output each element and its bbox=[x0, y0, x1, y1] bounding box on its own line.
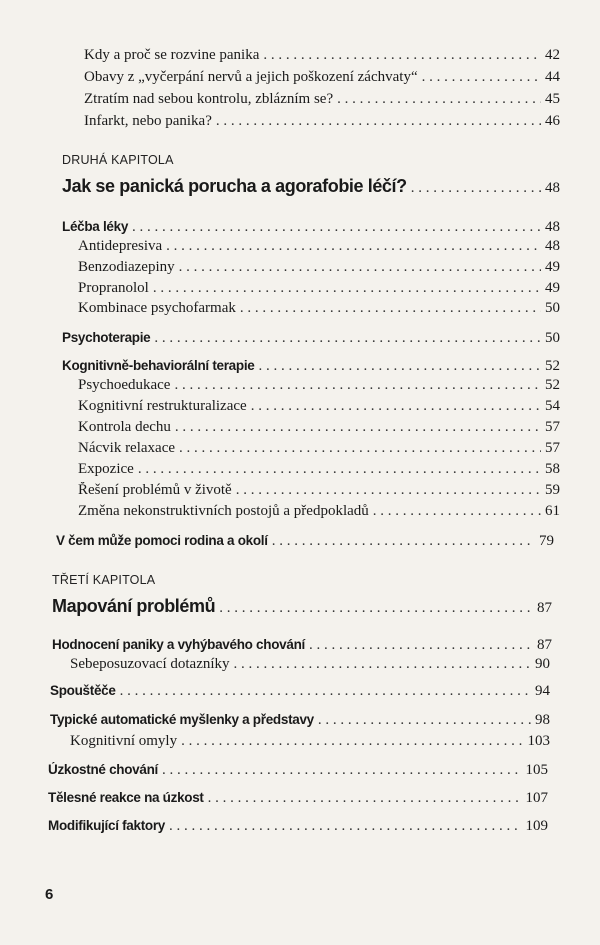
leader-dots bbox=[132, 219, 541, 236]
toc-entry-title: Řešení problémů v životě bbox=[78, 482, 232, 498]
toc-entry-page: 42 bbox=[545, 47, 560, 63]
leader-dots bbox=[153, 280, 541, 297]
leader-dots bbox=[251, 398, 541, 415]
leader-dots bbox=[175, 419, 541, 436]
leader-dots bbox=[263, 47, 541, 64]
toc-entry bbox=[78, 377, 560, 394]
toc-entry-page: 50 bbox=[545, 330, 560, 346]
toc-section-entry bbox=[62, 330, 560, 347]
chapter-title: Mapování problémů bbox=[52, 596, 216, 616]
chapter-title: Jak se panická porucha a agorafobie léčí? bbox=[62, 176, 407, 196]
toc-entry bbox=[78, 398, 560, 415]
toc-section-entry bbox=[56, 533, 554, 550]
toc-entry-page: 57 bbox=[545, 419, 560, 435]
toc-entry-title: Ztratím nad sebou kontrolu, zblázním se? bbox=[84, 91, 334, 107]
toc-entry-page: 105 bbox=[525, 762, 548, 778]
leader-dots bbox=[272, 533, 535, 550]
toc-entry bbox=[78, 419, 560, 436]
toc-section-entry bbox=[62, 358, 560, 375]
leader-dots bbox=[240, 300, 541, 317]
toc-section-entry bbox=[50, 683, 550, 700]
toc-entry-title: Psychoterapie bbox=[62, 330, 151, 345]
toc-entry-page: 45 bbox=[545, 91, 560, 107]
toc-entry-title: Psychoedukace bbox=[78, 377, 171, 393]
toc-entry-title: Hodnocení paniky a vyhýbavého chování bbox=[52, 637, 305, 652]
toc-entry-page: 48 bbox=[545, 238, 560, 254]
toc-entry-title: Nácvik relaxace bbox=[78, 440, 176, 456]
leader-dots bbox=[174, 377, 541, 394]
toc-entry-page: 103 bbox=[527, 733, 550, 749]
leader-dots bbox=[373, 503, 541, 520]
leader-dots bbox=[166, 238, 541, 255]
leader-dots bbox=[179, 440, 541, 457]
leader-dots bbox=[120, 683, 531, 700]
leader-dots bbox=[234, 656, 531, 673]
toc-entry bbox=[78, 238, 560, 255]
toc-section-entry bbox=[48, 818, 548, 835]
toc-entry-title: Úzkostné chování bbox=[48, 762, 158, 777]
toc-entry-title: Kognitivní restrukturalizace bbox=[78, 398, 247, 414]
toc-entry-page: 46 bbox=[545, 113, 560, 129]
toc-entry bbox=[84, 113, 560, 130]
toc-section-entry bbox=[48, 790, 548, 807]
toc-entry-page: 58 bbox=[545, 461, 560, 477]
leader-dots bbox=[219, 600, 533, 617]
toc-entry bbox=[78, 300, 560, 317]
toc-entry-title: Změna nekonstruktivních postojů a předpokladů bbox=[78, 503, 369, 519]
leader-dots bbox=[236, 482, 541, 499]
toc-entry-page: 61 bbox=[545, 503, 560, 519]
toc-entry bbox=[84, 69, 560, 86]
leader-dots bbox=[181, 733, 523, 750]
toc-entry bbox=[84, 47, 560, 64]
toc-entry-title: Expozice bbox=[78, 461, 134, 477]
toc-entry-page: 94 bbox=[535, 683, 550, 699]
toc-entry-title: Kognitivní omyly bbox=[70, 733, 178, 749]
toc-entry bbox=[78, 503, 560, 520]
toc-entry-title: Kombinace psychofarmak bbox=[78, 300, 236, 316]
toc-entry bbox=[78, 482, 560, 499]
leader-dots bbox=[138, 461, 541, 478]
toc-entry-page: 107 bbox=[525, 790, 548, 806]
chapter-label: TŘETÍ KAPITOLA bbox=[52, 573, 156, 587]
toc-entry-title: Spouštěče bbox=[50, 683, 116, 698]
toc-entry-page: 109 bbox=[525, 818, 548, 834]
toc-entry-page: 48 bbox=[545, 180, 560, 196]
toc-entry-title: Benzodiazepiny bbox=[78, 259, 175, 275]
toc-entry-page: 52 bbox=[545, 358, 560, 374]
toc-entry-page: 48 bbox=[545, 219, 560, 235]
toc-entry-title: Propranolol bbox=[78, 280, 149, 296]
toc-entry-page: 90 bbox=[535, 656, 550, 672]
leader-dots bbox=[154, 330, 541, 347]
leader-dots bbox=[318, 712, 531, 729]
toc-entry-page: 87 bbox=[537, 600, 552, 616]
leader-dots bbox=[162, 762, 522, 779]
toc-entry-page: 50 bbox=[545, 300, 560, 316]
toc-entry-title: V čem může pomoci rodina a okolí bbox=[56, 533, 268, 548]
toc-entry bbox=[78, 440, 560, 457]
leader-dots bbox=[422, 69, 541, 86]
toc-entry-page: 98 bbox=[535, 712, 550, 728]
leader-dots bbox=[216, 113, 541, 130]
toc-entry-title: Obavy z „vyčerpání nervů a jejich poškození záchvaty“ bbox=[84, 69, 418, 85]
page-number: 6 bbox=[45, 886, 54, 903]
toc-entry-page: 87 bbox=[537, 637, 552, 653]
toc-entry-page: 57 bbox=[545, 440, 560, 456]
leader-dots bbox=[309, 637, 533, 654]
toc-entry-page: 54 bbox=[545, 398, 560, 414]
toc-entry-title: Kdy a proč se rozvine panika bbox=[84, 47, 260, 63]
toc-entry-page: 49 bbox=[545, 280, 560, 296]
toc-entry-title: Infarkt, nebo panika? bbox=[84, 113, 212, 129]
toc-entry-title: Tělesné reakce na úzkost bbox=[48, 790, 204, 805]
toc-entry-title: Sebeposuzovací dotazníky bbox=[70, 656, 230, 672]
toc-entry bbox=[78, 259, 560, 276]
toc-section-entry bbox=[50, 712, 550, 729]
toc-entry-title: Léčba léky bbox=[62, 219, 129, 234]
toc-entry-page: 49 bbox=[545, 259, 560, 275]
chapter-title-entry bbox=[52, 596, 552, 617]
toc-entry bbox=[70, 656, 550, 673]
leader-dots bbox=[208, 790, 522, 807]
toc-entry bbox=[70, 733, 550, 750]
toc-entry-page: 59 bbox=[545, 482, 560, 498]
chapter-title-entry bbox=[62, 176, 560, 197]
leader-dots bbox=[179, 259, 541, 276]
toc-entry-title: Kontrola dechu bbox=[78, 419, 171, 435]
toc-entry-title: Modifikující faktory bbox=[48, 818, 166, 833]
leader-dots bbox=[259, 358, 542, 375]
toc-section-entry bbox=[52, 637, 552, 654]
toc-entry bbox=[78, 461, 560, 478]
toc-entry-page: 52 bbox=[545, 377, 560, 393]
leader-dots bbox=[169, 818, 521, 835]
toc-entry-title: Antidepresiva bbox=[78, 238, 163, 254]
toc-entry bbox=[78, 280, 560, 297]
toc-entry-page: 79 bbox=[539, 533, 554, 549]
leader-dots bbox=[337, 91, 541, 108]
toc-entry-title: Typické automatické myšlenky a představy bbox=[50, 712, 314, 727]
toc-entry-title: Kognitivně-behaviorální terapie bbox=[62, 358, 255, 373]
toc-entry-page: 44 bbox=[545, 69, 560, 85]
toc-section-entry bbox=[62, 219, 560, 236]
leader-dots bbox=[411, 180, 541, 197]
toc-entry bbox=[84, 91, 560, 108]
toc-section-entry bbox=[48, 762, 548, 779]
chapter-label: DRUHÁ KAPITOLA bbox=[62, 153, 174, 167]
